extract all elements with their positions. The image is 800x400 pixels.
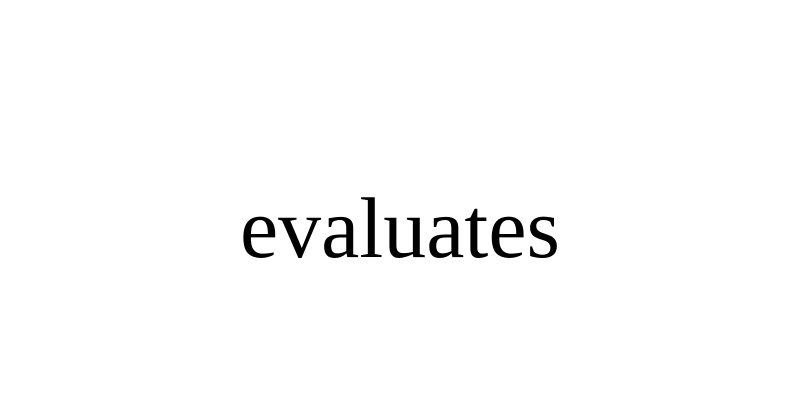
displayed-word: evaluates (240, 180, 560, 276)
